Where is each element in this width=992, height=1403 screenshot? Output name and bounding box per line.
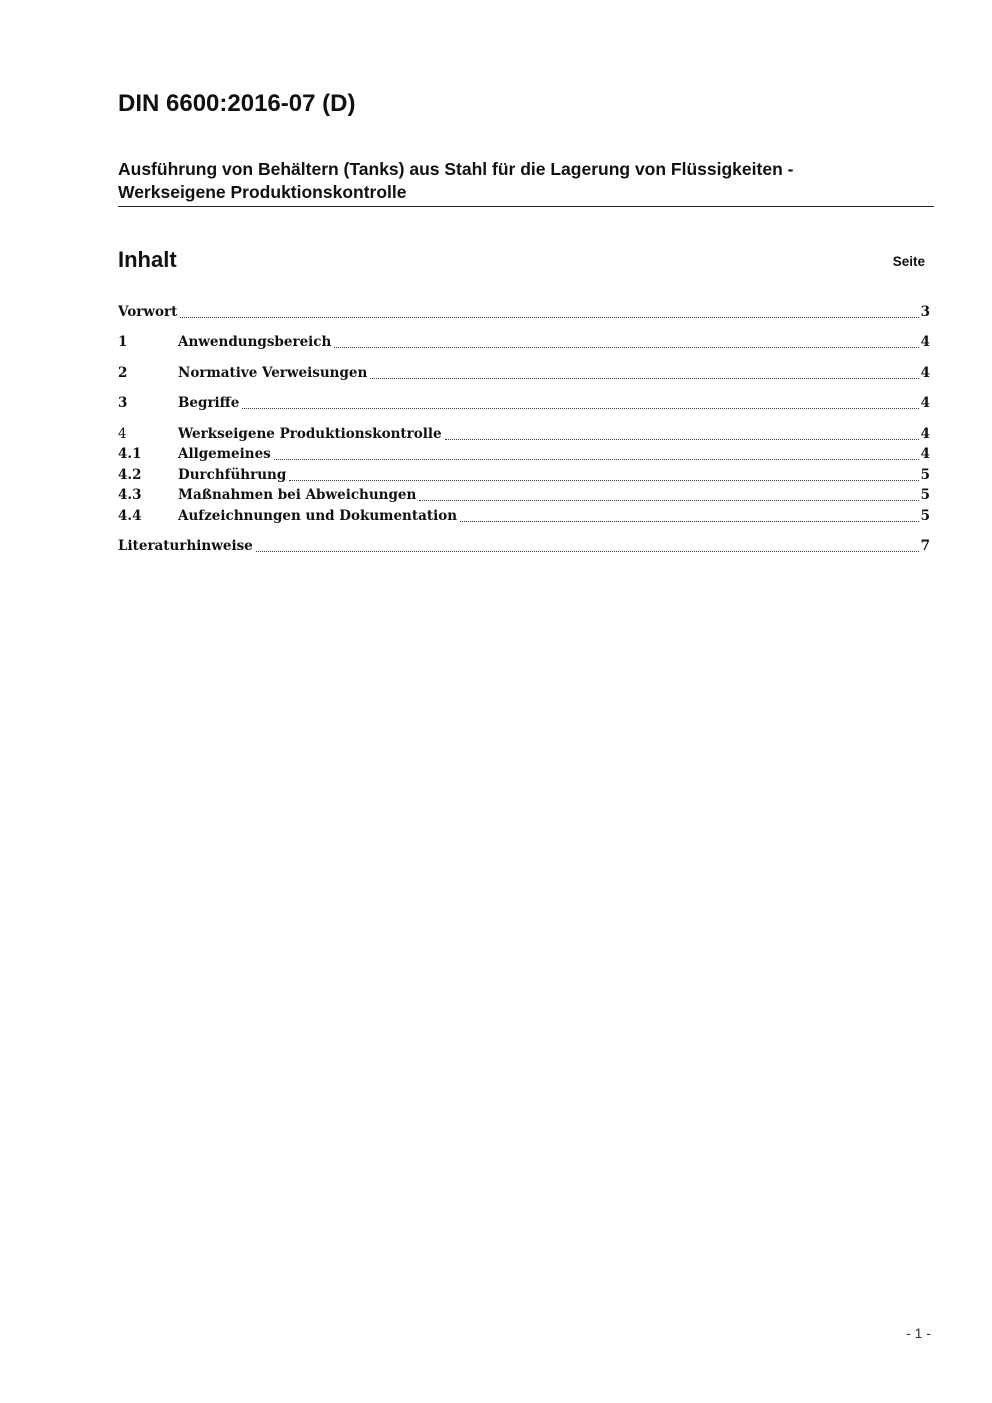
toc-entry-page: 7 [920, 538, 930, 554]
toc-entry-page: 4 [920, 365, 930, 381]
toc-dot-leader [370, 378, 918, 379]
document-id: DIN 6600:2016-07 (D) [118, 90, 356, 117]
table-of-contents [118, 0, 930, 600]
toc-entry-title: Durchführung [178, 467, 287, 483]
toc-dot-leader [274, 459, 919, 460]
toc-entry-3[interactable] [118, 394, 930, 412]
toc-entry-4-3[interactable] [118, 486, 930, 504]
toc-entry-number: 4 [118, 426, 127, 442]
toc-entry-number: 2 [118, 365, 128, 381]
toc-dot-leader [289, 480, 918, 481]
toc-dot-leader [334, 347, 918, 348]
toc-entry-number: 4.3 [118, 487, 142, 503]
document-title-line-2: Werkseigene Produktionskontrolle [118, 182, 407, 202]
toc-entry-title: Normative Verweisungen [178, 365, 368, 381]
toc-entry-title: Allgemeines [178, 446, 271, 462]
toc-entry-4-1[interactable] [118, 445, 930, 463]
toc-entry-title: Anwendungsbereich [178, 334, 332, 350]
toc-entry-page: 4 [920, 395, 930, 411]
toc-entry-title: Begriffe [178, 395, 240, 411]
toc-entry-number: 4.1 [118, 446, 142, 462]
toc-entry-page: 5 [920, 487, 930, 503]
toc-entry-title: Vorwort [118, 304, 178, 320]
toc-entry-literaturhinweise[interactable] [118, 537, 930, 555]
toc-entry-2[interactable] [118, 364, 930, 382]
toc-page-column-label: Seite [892, 254, 925, 269]
toc-entry-title: Maßnahmen bei Abweichungen [178, 487, 417, 503]
page-number: - 1 - [906, 1325, 931, 1341]
toc-entry-4-4[interactable] [118, 507, 930, 525]
toc-entry-title: Werkseigene Produktionskontrolle [178, 426, 442, 442]
toc-entry-page: 4 [920, 446, 930, 462]
toc-dot-leader [256, 551, 919, 552]
toc-entry-number: 4.2 [118, 467, 142, 483]
toc-dot-leader [242, 408, 918, 409]
toc-heading: Inhalt [118, 247, 177, 272]
toc-dot-leader [419, 500, 918, 501]
toc-entry-number: 1 [118, 334, 128, 350]
toc-entry-page: 4 [920, 334, 930, 350]
toc-entry-4[interactable] [118, 425, 930, 443]
toc-entry-page: 3 [920, 304, 930, 320]
toc-entry-vorwort[interactable] [118, 303, 930, 321]
toc-dot-leader [445, 439, 919, 440]
toc-dot-leader [460, 521, 919, 522]
toc-dot-leader [180, 317, 918, 318]
toc-entry-page: 5 [920, 467, 930, 483]
toc-entry-number: 4.4 [118, 508, 142, 524]
toc-entry-4-2[interactable] [118, 466, 930, 484]
toc-entry-number: 3 [118, 395, 128, 411]
document-title-line-1: Ausführung von Behältern (Tanks) aus Stahl für die Lagerung von Flüssigkeiten - [118, 159, 794, 179]
toc-entry-page: 5 [920, 508, 930, 524]
toc-entry-1[interactable] [118, 333, 930, 351]
toc-entry-title: Aufzeichnungen und Dokumentation [178, 508, 458, 524]
toc-entry-page: 4 [920, 426, 930, 442]
toc-entry-title: Literaturhinweise [118, 538, 253, 554]
